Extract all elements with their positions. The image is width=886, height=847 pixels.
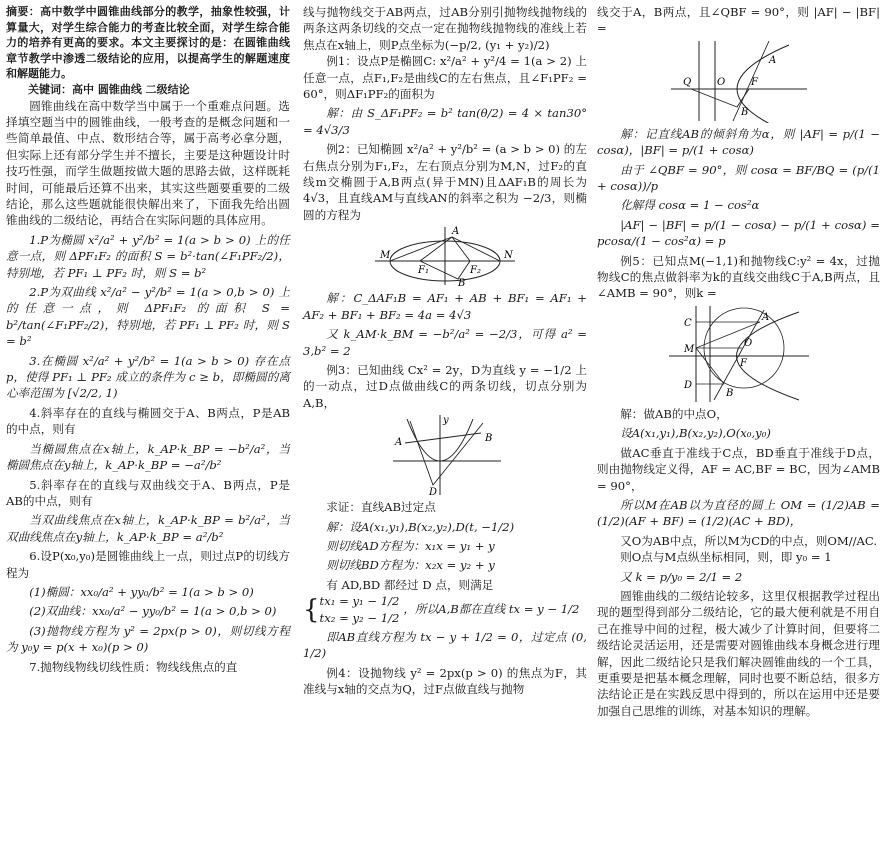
figure-parabola-circle <box>597 304 880 404</box>
label-c: C <box>683 317 692 329</box>
column-1 <box>6 4 290 675</box>
example-3: 例3：已知曲线 Cx² = 2y，D为直线 y = −1/2 上的一动点，过D点做曲线C的两条切线，切点分别为A,B， <box>303 362 587 410</box>
conclusion-5-detail: 当双曲线焦点在x轴上，k_AP·k_BP = b²/a²，当双曲线焦点在y轴上，k_AP·k_BP = a²/b² <box>6 513 290 544</box>
system-eq-2: tx₂ = y₂ − 1/2 <box>319 610 400 625</box>
example-4-solution-4: |AF| − |BF| = p/(1 − cosα) − p/(1 + cosα) = pcosα/(1 − cos²α) = p <box>597 217 880 249</box>
conclusion-4-detail: 当椭圆焦点在x轴上，k_AP·k_BP = −b²/a²，当椭圆焦点在y轴上，k_AP·k_BP = −a²/b² <box>6 441 290 473</box>
example-4-solution-1: 解：记直线AB的倾斜角为α，则 |AF| = p/(1 − cosα)，|BF| = p/(1 + cosα) <box>597 126 880 158</box>
column-3 <box>597 4 880 719</box>
equation-system <box>303 593 587 626</box>
label-f: F <box>739 357 747 369</box>
example-1-solution: 解：由 S_ΔF₁PF₂ = b² tan(θ/2) = 4 × tan30° = 4√3/3 <box>303 106 587 137</box>
conclusion-5: 5.斜率存在的直线与双曲线交于A、B两点，P是AB的中点，则有 <box>6 477 290 508</box>
example-5-solution-7: 又 k = p/y₀ = 2/1 = 2 <box>620 569 743 584</box>
conclusion-6-parabola: (3)抛物线方程为 y² = 2px(p > 0)，则切线方程为 y₀y = p(x + x₀)(p > 0) <box>6 623 290 655</box>
example-5-solution-5: 又O为AB中点，所以M为CD的中点，则OM//AC. <box>620 533 878 548</box>
example-3-solution-1: 解：设A(x₁,y₁),B(x₂,y₂),D(t, −1/2) <box>326 519 515 534</box>
conclusion-2: 2.P为双曲线 x²/a² − y²/b² = 1(a > 0,b > 0) 上的任意一点，则 ΔPF₁F₂ 的面积 S = b²/tan(∠F₁PF₂/2)，特别地，若 PF₁ ⊥ PF₂ 时，则 S = b² <box>6 285 290 349</box>
system-eq-1: tx₁ = y₁ − 1/2 <box>319 594 400 609</box>
parabola-diagram <box>385 413 505 497</box>
example-5-solution-2: 设A(x₁,y₁),B(x₂,y₂),O(x₀,y₀) <box>620 426 771 441</box>
figure-ellipse <box>303 225 587 287</box>
example-3-question: 求证：直线AB过定点 <box>326 500 436 515</box>
label-b: B <box>725 387 733 399</box>
label-f: F <box>750 76 758 88</box>
tangent-lines <box>410 421 483 485</box>
example-2-solution-1: 解：C_ΔAF₁B = AF₁ + AB + BF₁ = AF₁ + AF₂ + BF₁ + BF₂ = 4a = 4√3 <box>303 291 587 322</box>
label-b: B <box>485 433 493 445</box>
label-a: A <box>395 437 403 449</box>
system-result: ，所以A,B都在直线 tx = y − 1/2 <box>403 602 580 617</box>
label-m: M <box>380 250 391 262</box>
example-3-solution-5: 即AB直线方程为 tx − y + 1/2 = 0，过定点 (0, 1/2) <box>303 629 587 661</box>
example-4-continued: 线交于A，B两点，且∠QBF = 90°，则 |AF| − |BF| = <box>597 5 880 36</box>
intro-paragraph: 圆锥曲线在高中数学当中属于一个重难点问题。选择填空题当中的圆锥曲线，一般考查的是概念问题和一些简单最值、中点、数形结合等，属于高考必拿分题，但实际上还有部分学生并不擅长，主要是这种题设计时技巧性强，而学生做题按做大题的思路去做，这样既耗时间，可能最后还算不出来，其实这些题要重要的二级结论，那么这些题就能很快解出来了，下面我先给出圆锥曲线的二级结论，再结合在实际问题的具体应用。 <box>6 98 290 228</box>
label-f1: F₁ <box>418 265 429 277</box>
conclusion-3: 3.在椭圆 x²/a² + y²/b² = 1(a > b > 0) 存在点p，使得 PF₁ ⊥ PF₂ 成立的条件为 c ≥ b，即椭圆的离心率范围为 [√2/2, 1) <box>6 353 290 401</box>
example-2: 例2：已知椭圆 x²/a² + y²/b² = (a > b > 0) 的左右焦点分别为F₁,F₂，左右顶点分别为M,N，过F₂的直线m交椭圆于A,B两点(异于MN)且ΔAF₁B的周长为4√3，且直线AM与直线AN的斜率之积为 −2/3，则椭圆的方程为 <box>303 142 587 222</box>
example-3-solution-2: 则切线AD方程为：x₁x = y₁ + y <box>326 538 495 553</box>
label-n: N <box>504 250 513 262</box>
conclusion-1: 1.P为椭圆 x²/a² + y²/b² = 1(a > b > 0) 上的任意一点，则 ΔPF₁F₂ 的面积 S = b²·tan(∠F₁PF₂/2)，特别地，若 PF₁ ⊥ PF₂ 时，则 S = b² <box>6 232 290 280</box>
example-4: 例4：设抛物线 y² = 2px(p > 0) 的焦点为F，其准线与x轴的交点为Q，过F点做直线与抛物 <box>303 665 587 697</box>
conclusion-6: 6.设P(x₀,y₀)是圆锥曲线上一点，则过点P的切线方程为 <box>6 549 290 580</box>
example-3-solution-3: 则切线BD方程为：x₂x = y₂ + y <box>326 558 495 573</box>
example-4-solution-3: 化解得 cosα = 1 − cos²α <box>620 198 760 213</box>
parabola-focus-diagram <box>669 39 809 123</box>
example-5-solution-3: 做AC垂直于准线于C点，BD垂直于准线于D点，则由抛物线定义得，AF = AC,BF = BC，因为∠AMB = 90°， <box>597 445 880 493</box>
conclusion-7: 7.抛物线物线切线性质：物线线焦点的直 <box>29 659 238 674</box>
figure-parabola-focus <box>597 39 880 123</box>
ellipse-diagram <box>370 225 520 287</box>
left-brace: { <box>303 594 320 625</box>
label-o: O <box>743 337 752 349</box>
column-2 <box>303 4 587 698</box>
label-b: B <box>740 106 748 118</box>
label-a: A <box>761 311 769 323</box>
abstract: 摘要：高中数学中圆锥曲线部分的教学，抽象性较强，计算量大，对学生综合能力的考查比较全面，对学生综合能力的培养有更高的要求。本文主要探讨的是：在圆锥曲线章节教学中渗透二级结论的应用，以提高学生的解题速度和解题能力。 <box>6 5 290 81</box>
label-m: M <box>683 343 694 355</box>
parabola-circle-diagram <box>664 304 814 404</box>
example-5: 例5：已知点M(−1,1)和抛物线C:y² = 4x，过抛物线C的焦点做斜率为k的直线交曲线C于A,B两点，且∠AMB = 90°，则k = <box>597 253 880 301</box>
label-b: B <box>458 278 466 288</box>
label-a: A <box>452 226 460 238</box>
conclusion-6-ellipse: (1)椭圆：xx₀/a² + yy₀/b² = 1(a > b > 0) <box>29 584 254 599</box>
example-2-solution-2: 又 k_AM·k_BM = −b²/a² = −2/3，可得 a² = 3,b² = 2 <box>303 327 587 358</box>
label-d: D <box>683 379 692 391</box>
example-5-solution-4: 所以M在AB以为直径的圆上 OM = (1/2)AB = (1/2)(AF + BF) = (1/2)(AC + BD)， <box>597 497 880 529</box>
conclusion-7-continued: 线与抛物线交于AB两点，过AB分别引抛物线抛物线的两条这两条切线的交点一定在抛物线抛物线的准线上若焦点在x轴上，则P点坐标为(−p/2, (y₁ + y₂)/2) <box>303 5 587 52</box>
label-a: A <box>768 54 776 66</box>
example-4-solution-2: 由于 ∠QBF = 90°，则 cosα = BF/BQ = (p/(1 + cosα))/p <box>597 162 880 194</box>
label-y: y <box>443 415 449 427</box>
example-3-solution-4: 有 AD,BD 都经过 D 点，则满足 <box>326 577 494 592</box>
label-q: Q <box>682 76 691 88</box>
label-d: D <box>429 487 438 498</box>
example-5-solution-1: 解：做AB的中点O， <box>620 406 728 421</box>
conclusion-4: 4.斜率存在的直线与椭圆交于A、B两点，P是AB的中点，则有 <box>6 405 290 437</box>
label-f2: F₂ <box>470 265 481 277</box>
figure-parabola-tangents <box>303 413 587 497</box>
example-1: 例1：设点P是椭圆C: x²/a² + y²/4 = 1(a > 2) 上任意一点，点F₁,F₂是曲线C的左右焦点，且∠F₁PF₂ = 60°，则ΔF₁PF₂的面积为 <box>303 54 587 102</box>
example-5-solution-6: 则O点与M点纵坐标相同，则，即 y₀ = 1 <box>620 550 832 565</box>
conclusion-paragraph: 圆锥曲线的二级结论较多，这里仅根据教学过程出现的题型得到部分二级结论，它的最大便利就是不用自己在推导中间的过程，极大减少了计算时间，但要将二级结论灵活运用，还是需要对圆锥曲线本身概念进行理解，因此二级结论只是我们解决圆锥曲线的一个工具，更重要是把基本概念理解，同时也要不断总结，很多方法结论正是在实践反思中得到的，所以在运用中还是要加强自己思维的训练，对基本知识的理解。 <box>597 588 880 718</box>
conclusion-6-hyperbola: (2)双曲线：xx₀/a² − yy₀/b² = 1(a > 0,b > 0) <box>29 604 277 619</box>
keywords: 关键词：高中 圆锥曲线 二级结论 <box>28 82 190 96</box>
label-o: O <box>716 76 725 88</box>
